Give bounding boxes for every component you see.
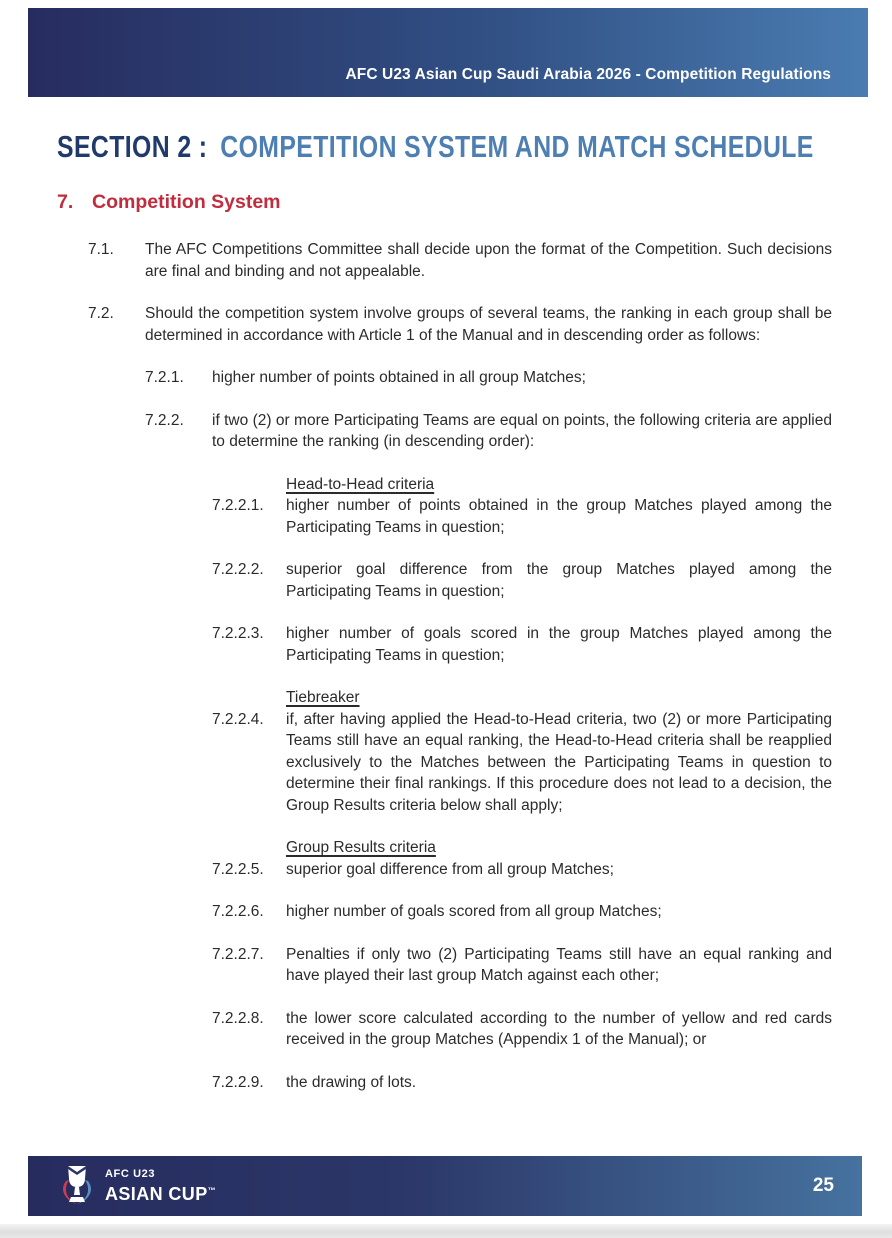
clause-row: [212, 495, 832, 538]
clause: [88, 239, 832, 282]
clause-text: superior goal difference from the group Matches played among the Participating Teams in question;: [286, 561, 832, 600]
clause-number: 7.2.2.8.: [212, 1009, 264, 1027]
section-title: [57, 129, 814, 165]
logo-text: [105, 1168, 216, 1204]
clause-row: [212, 559, 832, 602]
clause-text: higher number of goals scored in the group Matches played among the Participating Teams in question;: [286, 625, 832, 664]
clause-text: superior goal difference from all group Matches;: [286, 860, 614, 878]
criteria-heading: Group Results criteria: [286, 839, 436, 856]
clause-number: 7.2.2.6.: [212, 903, 264, 920]
clause-row: [212, 1008, 832, 1051]
clause: [212, 1072, 832, 1094]
clause: [212, 623, 832, 666]
clause: [145, 367, 832, 389]
section-name: COMPETITION SYSTEM AND MATCH SCHEDULE: [220, 129, 814, 164]
clause: [145, 410, 832, 453]
clause-text: higher number of points obtained in all group Matches;: [212, 369, 586, 386]
clause-text: if two (2) or more Participating Teams are equal on points, the following criteria are applied to determine the ranking (in descending order):: [212, 411, 832, 450]
clause-text: higher number of goals scored from all group Matches;: [286, 903, 662, 920]
article-heading: [57, 191, 281, 214]
trophy-icon: [58, 1165, 96, 1207]
clause-number: 7.2.: [88, 305, 114, 322]
clause-row: [212, 944, 832, 987]
clause-row: [212, 1072, 832, 1094]
header-bar: [28, 8, 868, 97]
clause: [212, 901, 832, 923]
footer-bar: [28, 1156, 862, 1216]
clause-text: the lower score calculated according to the number of yellow and red cards received in the group Matches (Appendix 1 of the Manual); or: [286, 1009, 832, 1048]
clause-number: 7.2.2.: [145, 411, 184, 429]
afc-logo: [58, 1165, 216, 1207]
clause-number: 7.1.: [88, 241, 114, 258]
clause-number: 7.2.2.5.: [212, 860, 264, 878]
clause-text: Should the competition system involve groups of several teams, the ranking in each group shall be determined in accordance with Article 1 of the Manual and in descending order as follows:: [145, 305, 832, 344]
clause-row: [145, 410, 832, 453]
clause-list: [0, 239, 892, 1114]
clause-row: [88, 239, 832, 282]
clause-row: [212, 623, 832, 666]
clause-text: if, after having applied the Head-to-Head criteria, two (2) or more Participating Teams still have an equal ranking, the Head-to-Head criteria shall be reapplied exclusively to the Matches between the Participating Teams in question to determine their final rankings. If this procedure does not lead to a decision, the Group Results criteria below shall apply;: [286, 710, 832, 814]
clause-row: [212, 901, 832, 923]
clause-number: 7.2.1.: [145, 369, 184, 386]
clause-number: 7.2.2.4.: [212, 710, 264, 728]
clause-text: higher number of points obtained in the group Matches played among the Participating Teams in question;: [286, 497, 832, 536]
clause-row: [212, 859, 832, 881]
clause: [212, 837, 832, 880]
clause-text: Penalties if only two (2) Participating Teams still have an equal ranking and have played their last group Match against each other;: [286, 945, 832, 984]
clause-text: the drawing of lots.: [286, 1073, 417, 1091]
criteria-heading: Head-to-Head criteria: [286, 475, 435, 493]
logo-line1: AFC U23: [105, 1168, 156, 1180]
clause-text: The AFC Competitions Committee shall decide upon the format of the Competition. Such decisions are final and binding and not appealable.: [145, 241, 832, 280]
clause-row: [212, 709, 832, 817]
clause-row: [145, 367, 832, 389]
page-number: 25: [812, 1175, 834, 1196]
clause-number: 7.2.2.7.: [212, 945, 264, 963]
clause-number: 7.2.2.3.: [212, 625, 264, 642]
article-title: Competition System: [92, 191, 281, 213]
clause-row: [88, 303, 832, 346]
logo-wordmark: ASIAN CUP: [105, 1184, 208, 1204]
clause: [212, 559, 832, 602]
clause-number: 7.2.2.2.: [212, 561, 264, 578]
clause-number: 7.2.2.1.: [212, 497, 264, 514]
section-label: SECTION 2 :: [57, 129, 208, 164]
clause-number: 7.2.2.9.: [212, 1073, 264, 1091]
header-title: AFC U23 Asian Cup Saudi Arabia 2026 - Competition Regulations: [345, 66, 831, 83]
page-bottom-strip: [0, 1224, 892, 1238]
clause: [88, 303, 832, 346]
clause: [212, 474, 832, 539]
clause: [212, 944, 832, 987]
clause: [212, 687, 832, 816]
logo-line2: [105, 1181, 216, 1204]
article-number: 7.: [57, 191, 74, 213]
trademark-symbol: ™: [207, 1186, 217, 1195]
criteria-heading: Tiebreaker: [286, 689, 360, 706]
clause: [212, 1008, 832, 1051]
